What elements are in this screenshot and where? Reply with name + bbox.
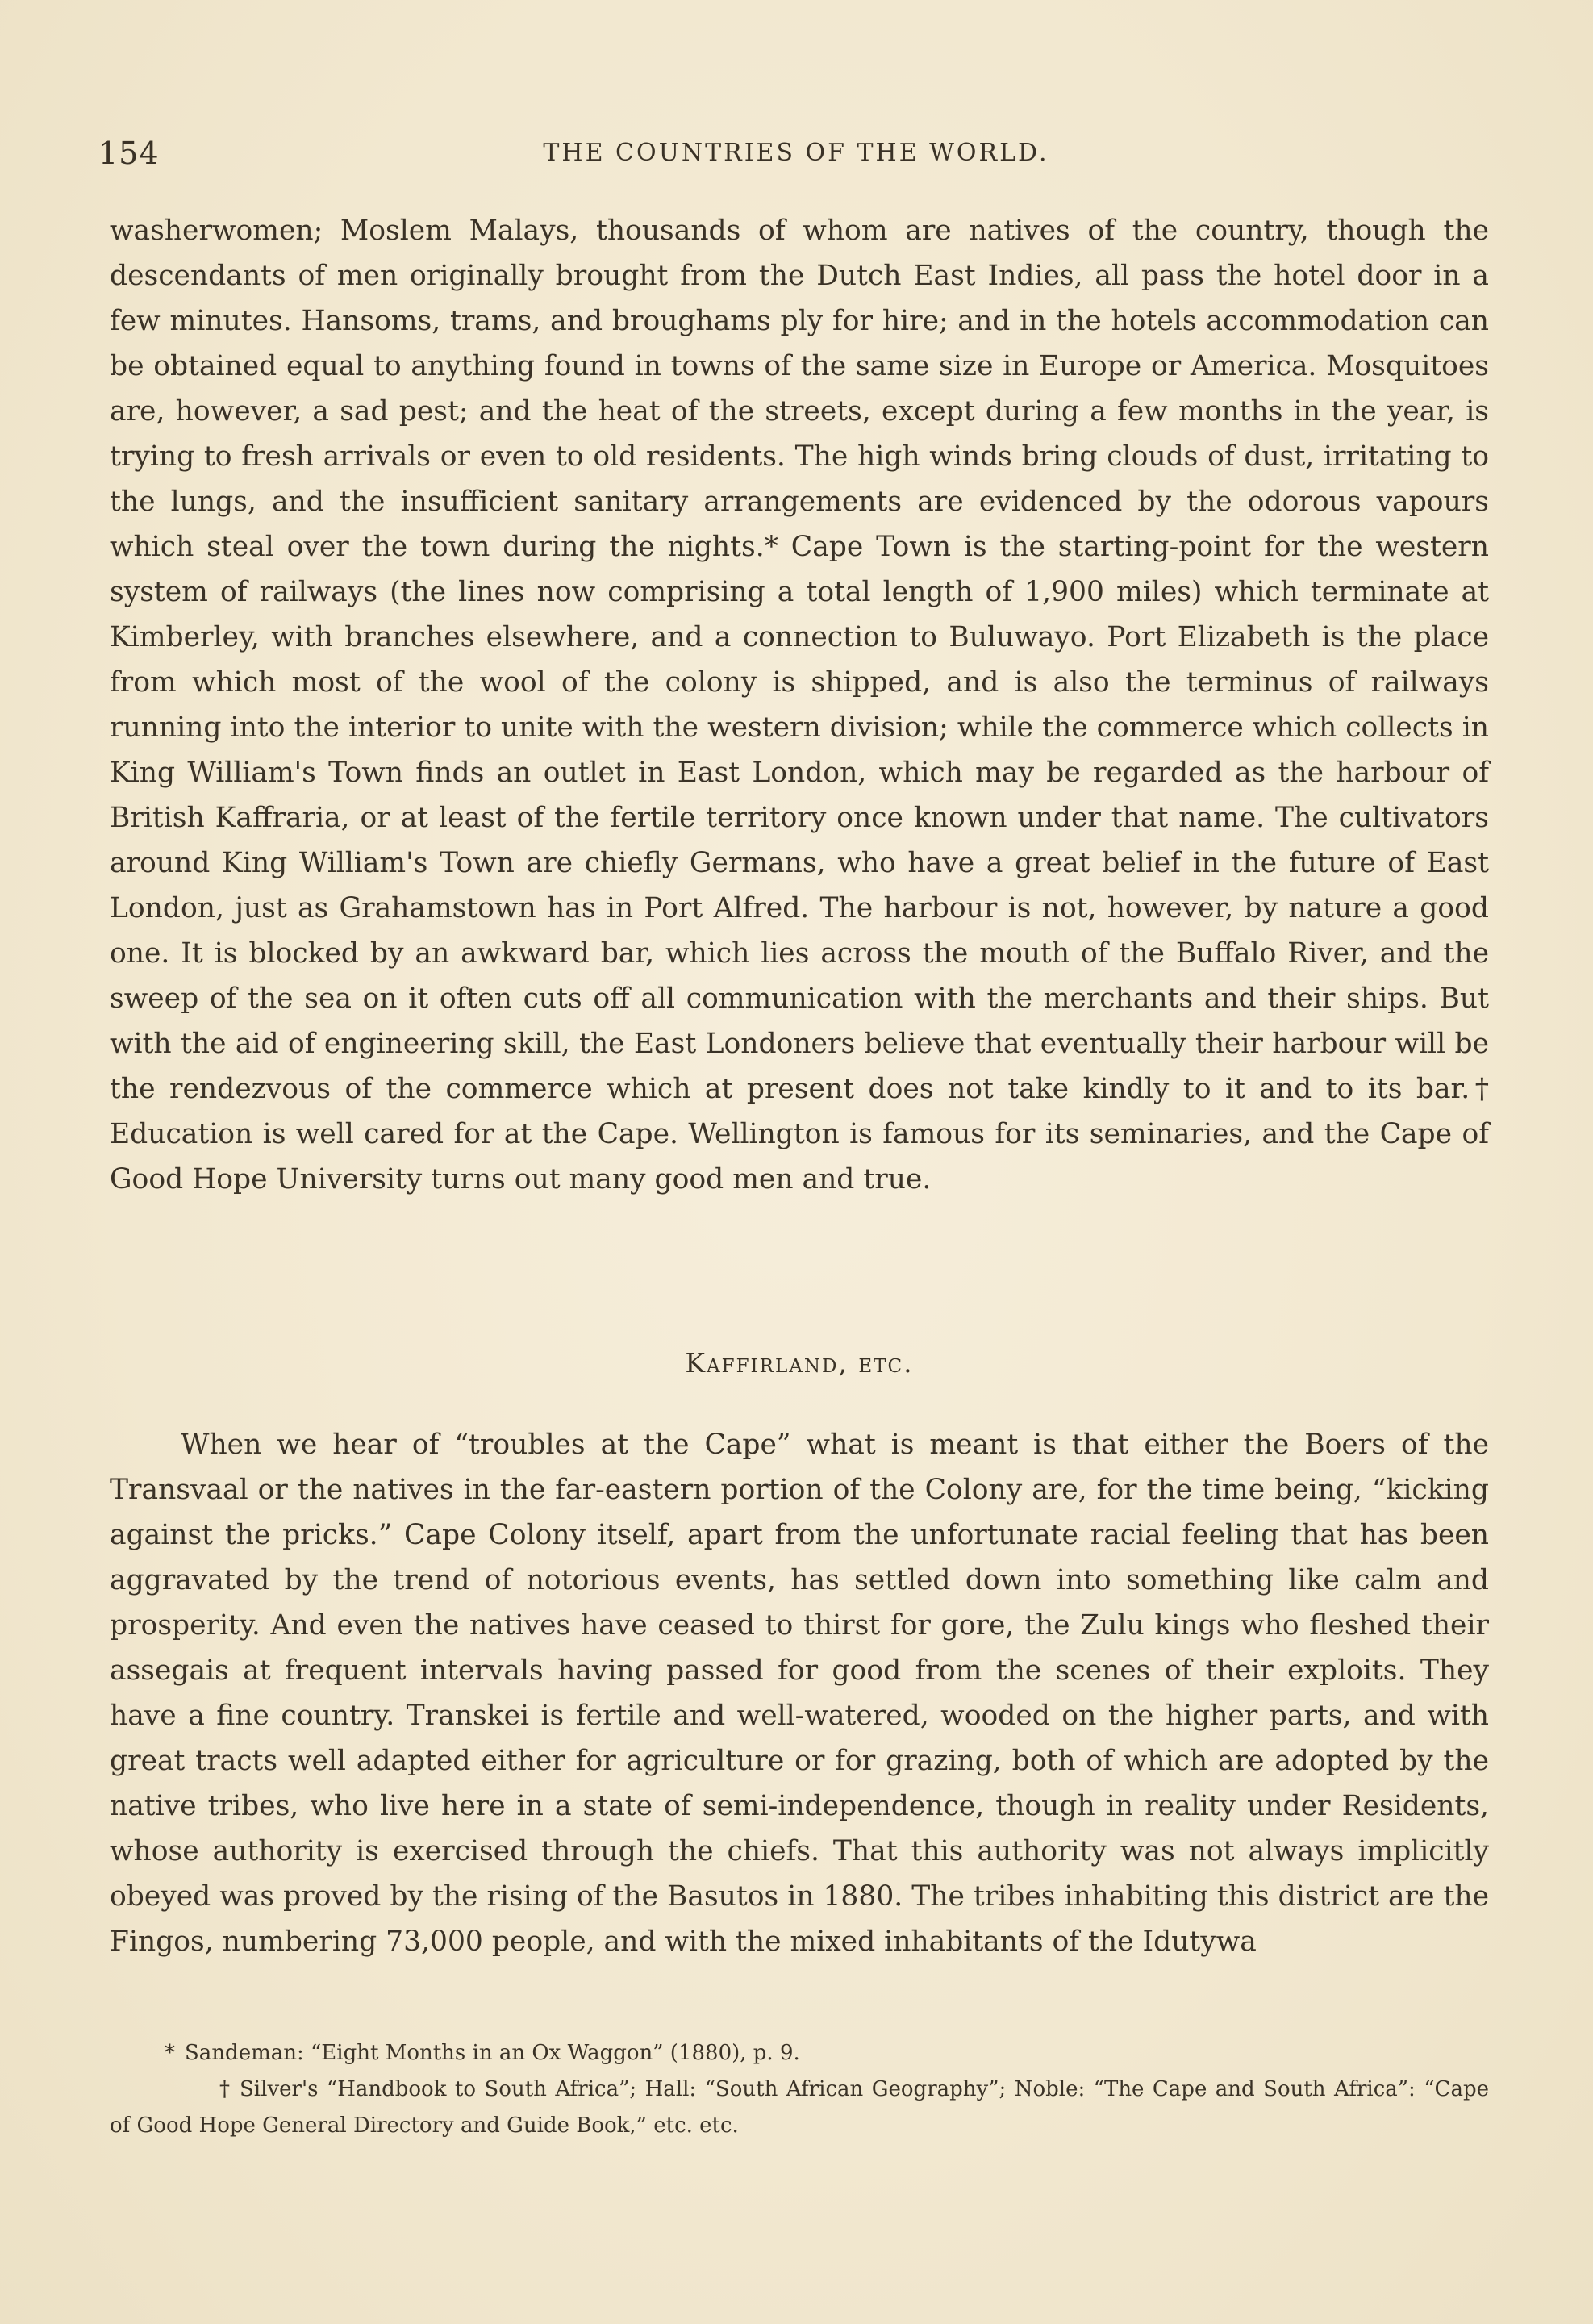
footnote-text: Sandeman: “Eight Months in an Ox Waggon” (1880), p. 9. — [185, 2041, 800, 2065]
page-header — [98, 136, 1494, 176]
footnote-sandeman — [110, 2035, 1489, 2072]
section-heading: Kaffirland, etc. — [685, 1347, 914, 1379]
page-number: 154 — [98, 136, 160, 171]
footnote-mark: * — [165, 2041, 175, 2065]
footnote-text: Silver's “Handbook to South Africa”; Hall: “South African Geography”; Noble: “The Cape and South Africa”: “Cape of Good Hope General Directory and Guide Book,” etc. etc. — [110, 2077, 1489, 2138]
paragraph-kaffirland: When we hear of “troubles at the Cape” what is meant is that either the Boers of the Transvaal or the natives in the far-eastern portion of the Colony are, for the time being, “kicking against the pricks.” Cape Colony itself, apart from the unfortunate racial feeling that has been aggravated by the trend of notorious events, has settled down into something like calm and prosperity. And even the natives have ceased to thirst for gore, the Zulu kings who fleshed their assegais at frequent intervals having passed for good from the scenes of their exploits. They have a fine country. Transkei is fertile and well-watered, wooded on the higher parts, and with great tracts well adapted either for agriculture or for grazing, both of which are adopted by the native tribes, who live here in a state of semi-independence, though in reality under Residents, whose authority is exercised through the chiefs. That this authority was not always implicitly obeyed was proved by the rising of the Basutos in 1880. The tribes inhabiting this district are the Fingos, numbering 73,000 people, and with the mixed inhabitants of the Idutywa — [110, 1429, 1489, 1958]
paragraph-cape-town: washerwomen; Moslem Malays, thousands of whom are natives of the country, though the descendants of men originally brought from the Dutch East Indies, all pass the hotel door in a few minutes. Hansoms, trams, and broughams ply for hire; and in the hotels accommodation can be obtained equal to anything found in towns of the same size in Europe or America. Mosquitoes are, however, a sad pest; and the heat of the streets, except during a few months in the year, is trying to fresh arrivals or even to old residents. The high winds bring clouds of dust, irritating to the lungs, and the insufficient sanitary arrangements are evidenced by the odorous vapours which steal over the town during the nights.* Cape Town is the starting-point for the western system of railways (the lines now comprising a total length of 1,900 miles) which terminate at Kimberley, with branches elsewhere, and a connection to Buluwayo. Port Elizabeth is the place from which most of the wool of the colony is shipped, and is also the terminus of railways running into the interior to unite with the western division; while the commerce which collects in King William's Town finds an outlet in East London, which may be regarded as the harbour of British Kaffraria, or at least of the fertile territory once known under that name. The cultivators around King William's Town are chiefly Germans, who have a great belief in the future of East London, just as Grahamstown has in Port Alfred. The harbour is not, however, by nature a good one. It is blocked by an awkward bar, which lies across the mouth of the Buffalo River, and the sweep of the sea on it often cuts off all communication with the merchants and their ships. But with the aid of engineering skill, the East Londoners believe that eventually their harbour will be the rendezvous of the commerce which at present does not take kindly to it and to its bar.† Education is well cared for at the Cape. Wellington is famous for its seminaries, and the Cape of Good Hope University turns out many good men and true. — [110, 215, 1489, 1195]
running-head: THE COUNTRIES OF THE WORLD. — [543, 139, 1049, 167]
footnote-silver — [110, 2072, 1489, 2144]
footnotes — [110, 2035, 1489, 2144]
footnote-mark: † — [219, 2077, 230, 2101]
